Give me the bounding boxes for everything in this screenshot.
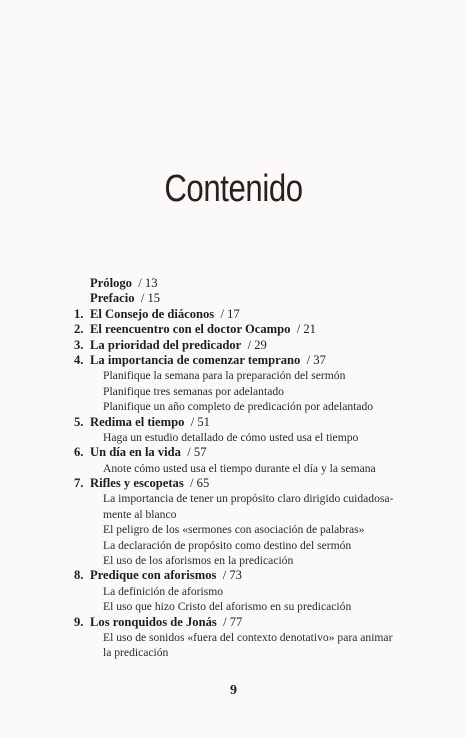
toc-subsection-entry: La importancia de tener un propósito claro dirigido cuidadosa- [103,492,394,506]
toc-subsection-entry: El uso de los aforismos en la predicación [103,554,294,568]
toc-subsection-entry: Haga un estudio detallado de cómo usted usa el tiempo [103,430,359,444]
toc-subsection-entry: Planifique un año completo de predicación por adelantado [103,400,374,414]
toc-entry-title: El Consejo de diáconos [90,306,215,321]
toc-front-matter-entry [74,276,454,291]
toc-entry-title: Un día en la vida [90,445,181,460]
toc-entry-page: / 13 [138,276,158,290]
toc-entry-page: / 29 [247,337,267,352]
toc-entry-title: Redima el tiempo [90,414,185,429]
toc-chapter-number: 3. [74,337,84,352]
toc-subsection-continuation: mente al blanco [103,507,177,521]
toc-chapter-entry [74,415,454,430]
toc-subsection-entry: La declaración de propósito como destino del sermón [103,538,352,552]
toc-subsection-entry: El uso que hizo Cristo del aforismo en su predicación [103,600,352,614]
toc-entry-page: / 65 [190,476,210,491]
toc-chapter-number: 4. [74,352,84,367]
toc-chapter-entry [74,353,454,368]
toc-chapter-entry [74,338,454,353]
toc-entry-title: Prólogo [90,276,132,290]
toc-entry-page: / 57 [187,445,207,460]
toc-subsection-entry: La definición de aforismo [103,584,224,598]
toc-subsection-continuation: la predicación [103,646,169,660]
page-number: 9 [230,683,237,698]
toc-entry-title: El reencuentro con el doctor Ocampo [90,322,291,337]
toc-chapter-number: 1. [74,306,84,321]
toc-chapter-number: 5. [74,414,84,429]
toc-subsection-entry: Planifique tres semanas por adelantado [103,384,284,398]
toc-chapter-number: 7. [74,476,84,491]
toc-entry-title: La importancia de comenzar temprano [90,352,301,367]
toc-subsection-entry: Anote cómo usted usa el tiempo durante el día y la semana [103,461,376,475]
toc-entry-page: / 51 [190,414,210,429]
toc-chapter-number: 9. [74,614,84,629]
toc-entry-page: / 73 [222,568,242,583]
table-of-contents [74,276,454,661]
toc-entry-page: / 15 [140,291,161,306]
toc-chapter-entry [74,445,454,460]
toc-entry-page: / 77 [223,614,243,629]
toc-chapter-entry [74,307,454,322]
toc-chapter-number: 2. [74,322,84,337]
toc-chapter-entry [74,615,454,630]
toc-subsection-entry: El peligro de los «sermones con asociación de palabras» [103,523,365,537]
toc-entry-title: Los ronquidos de Jonás [90,614,217,629]
toc-chapter-entry [74,322,454,337]
toc-entry-page: / 21 [296,322,316,337]
toc-entry-title: Predique con aforismos [90,568,217,583]
toc-entry-title: Rifles y escopetas [90,476,184,491]
toc-front-matter-entry [74,291,454,306]
page-title: Contenido [164,168,303,210]
toc-subsection-entry: El uso de sonidos «fuera del contexto denotativo» para animar [103,630,393,644]
toc-entry-page: / 17 [220,306,240,321]
toc-chapter-entry [74,568,454,583]
toc-chapter-number: 8. [74,568,84,583]
toc-chapter-number: 6. [74,445,84,460]
toc-entry-title: La prioridad del predicador [90,337,242,352]
toc-entry-title: Prefacio [90,291,135,306]
toc-chapter-entry [74,476,454,491]
toc-entry-page: / 37 [306,352,326,367]
toc-subsection-entry: Planifique la semana para la preparación del sermón [103,369,346,383]
